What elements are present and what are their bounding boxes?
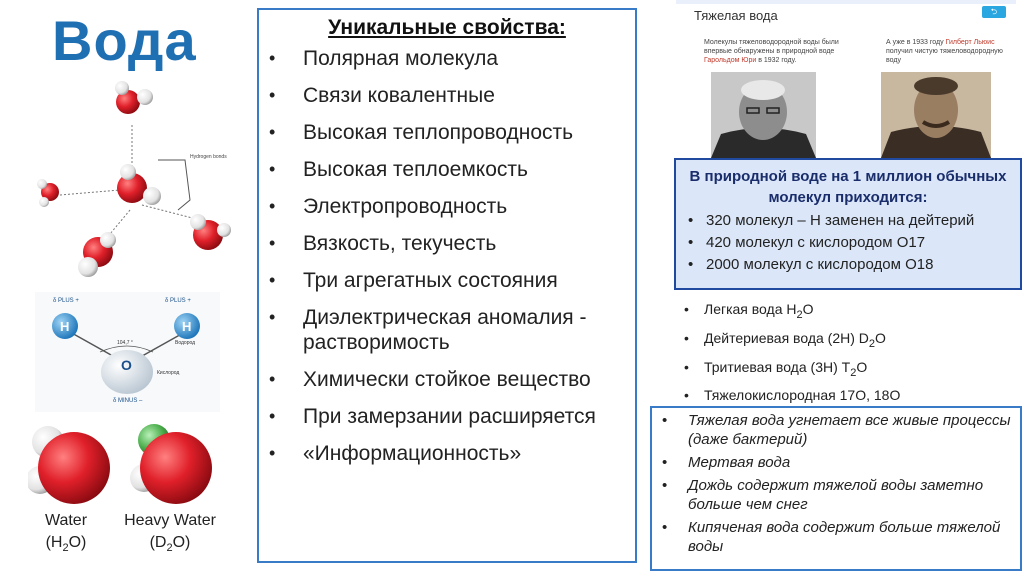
list-item xyxy=(676,327,900,356)
heavy-water-card-title: Тяжелая вода xyxy=(694,8,778,23)
isotope-tail: O xyxy=(856,358,868,375)
list-item: • Дождь содержит тяжелой воды заметно больше чем снег xyxy=(652,476,1020,514)
hydrogen-right-symbol: H xyxy=(182,319,192,334)
isotope-sub: 2 xyxy=(868,337,876,350)
list-item xyxy=(676,356,900,385)
right-text-a: А уже в 1933 году xyxy=(886,39,944,46)
scientist-portrait-left xyxy=(711,72,816,158)
composition-list xyxy=(680,210,1020,276)
isotope-text: Тритиевая вода (3Н) Т xyxy=(704,358,851,375)
oxygen-symbol: O xyxy=(121,357,132,373)
heavy-formula-sub: 2 xyxy=(166,542,173,555)
heavy-card-right-text xyxy=(886,38,1011,65)
list-item: • Полярная молекула xyxy=(259,46,635,71)
water-caption xyxy=(30,510,102,559)
list-item xyxy=(676,384,900,407)
left-tail: в 1932 году. xyxy=(758,57,797,64)
list-item: • 420 молекул с кислородом О17 xyxy=(680,232,1020,254)
list-item: • Тяжелая вода угнетает все живые процессы (даже бактерий) xyxy=(652,411,1020,449)
water-formula-sub: 2 xyxy=(62,542,69,555)
water-formula-a: (H xyxy=(45,534,63,551)
heavy-water-facts-box xyxy=(650,406,1022,571)
list-item: • Связи ковалентные xyxy=(259,83,635,108)
left-text: Молекулы тяжеловодородной воды были впервые обнаружены в природной воде xyxy=(704,39,839,55)
hydrogen-left-symbol: H xyxy=(60,319,70,334)
isotope-tail: O xyxy=(802,301,814,317)
hydrogen-ru-label: Водород xyxy=(175,340,196,346)
list-item: • «Информационность» xyxy=(259,441,635,466)
heavy-water-caption xyxy=(118,510,222,559)
list-item xyxy=(676,298,900,327)
unique-properties-heading: Уникальные свойства: xyxy=(328,16,566,39)
list-item: • При замерзании расширяется xyxy=(259,404,635,429)
hydrogen-bonds-diagram xyxy=(30,80,245,285)
list-item: • Диэлектрическая аномалия - растворимость xyxy=(259,305,635,355)
isotope-text: Тяжелокислородная 17О, 18О xyxy=(704,387,901,404)
heavy-card-left-text xyxy=(704,38,854,65)
card-top-strip xyxy=(676,0,1016,4)
list-item: • Химически стойкое вещество xyxy=(259,367,635,392)
scientist-portrait-right xyxy=(881,72,991,158)
delta-minus-label: δ MINUS – xyxy=(113,398,143,404)
natural-water-composition-box xyxy=(674,158,1022,290)
water-isotopes-list xyxy=(676,298,900,407)
list-item: • Вязкость, текучесть xyxy=(259,231,635,256)
delta-plus-right-label: δ PLUS + xyxy=(165,298,191,304)
heavy-formula-b: O) xyxy=(172,534,191,551)
bond-angle-label: 104,7 ° xyxy=(117,340,133,346)
slide-title: Вода xyxy=(52,9,197,72)
delta-plus-left-label: δ PLUS + xyxy=(53,298,79,304)
unique-properties-list xyxy=(259,46,635,466)
isotope-text: Легкая вода Н xyxy=(704,301,797,317)
isotope-tail: O xyxy=(875,329,886,346)
water-formula-b: O) xyxy=(68,534,87,551)
water-caption-name: Water xyxy=(44,512,88,529)
hydrogen-bonds-label: Hydrogen bonds xyxy=(190,154,227,160)
heavy-water-caption-formula xyxy=(118,532,222,559)
isotope-sub: 2 xyxy=(796,308,803,321)
isotope-sub: 2 xyxy=(850,366,857,379)
unique-properties-box xyxy=(257,8,637,563)
isotope-text: Дейтериевая вода (2Н) D xyxy=(704,329,869,346)
polar-molecule-diagram xyxy=(35,292,220,412)
return-arrow-icon: ⮌ xyxy=(982,6,1006,18)
heavy-formula-a: (D xyxy=(149,534,167,551)
list-item: • Электропроводность xyxy=(259,194,635,219)
list-item: • 320 молекул – Н заменен на дейтерий xyxy=(680,210,1020,232)
oxygen-ru-label: Кислород xyxy=(157,370,180,376)
water-caption-formula xyxy=(30,532,102,559)
right-name: Гилберт Льюис xyxy=(945,39,995,46)
list-item: • Высокая теплоемкость xyxy=(259,157,635,182)
water-space-filling-model xyxy=(28,420,112,510)
facts-list xyxy=(652,411,1020,556)
left-name: Гарольдом Юри xyxy=(704,57,757,64)
list-item: • Три агрегатных состояния xyxy=(259,268,635,293)
list-item: • Кипяченая вода содержит больше тяжелой воды xyxy=(652,518,1020,556)
right-text-b: получил чистую тяжеловодородную воду xyxy=(886,48,1003,64)
list-item: • Мертвая вода xyxy=(652,453,1020,472)
list-item: • Высокая теплопроводность xyxy=(259,120,635,145)
heavy-water-card xyxy=(676,0,1016,158)
composition-heading: В природной воде на 1 миллион обычных молекул приходится: xyxy=(689,168,1007,206)
heavy-water-caption-name: Heavy Water xyxy=(124,512,216,529)
heavy-water-space-filling-model xyxy=(130,420,214,510)
list-item: • 2000 молекул с кислородом О18 xyxy=(680,254,1020,276)
